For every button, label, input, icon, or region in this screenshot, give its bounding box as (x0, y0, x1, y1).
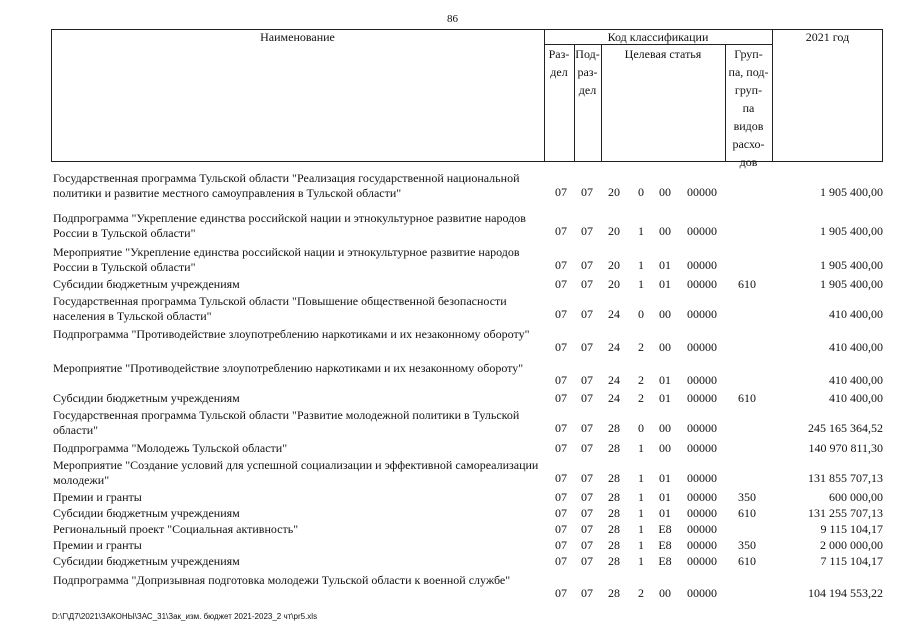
cell-podrazdel: 07 (581, 306, 593, 321)
header-year: 2021 год (805, 30, 850, 44)
table-row (0, 441, 905, 457)
cell-target-subprogram: 1 (638, 277, 644, 291)
cell-target-direction: 00000 (687, 470, 717, 485)
cell-expense-group: 610 (738, 391, 756, 405)
cell-razdel: 07 (555, 441, 567, 455)
cell-target-event: 01 (659, 277, 671, 291)
cell-podrazdel: 07 (581, 420, 593, 435)
cell-target-subprogram: 1 (638, 490, 644, 504)
cell-amount: 1 905 400,00 (820, 277, 883, 291)
cell-target-direction: 00000 (687, 585, 717, 600)
cell-target-direction: 00000 (687, 391, 717, 405)
cell-amount: 410 400,00 (829, 306, 883, 321)
cell-name: Государственная программа Тульской области "Развитие молодежной политики в Тульской области" (53, 408, 520, 437)
cell-target-program: 28 (608, 554, 620, 568)
cell-amount: 1 905 400,00 (820, 223, 883, 238)
cell-name: Мероприятие "Создание условий для успешной социализации и эффективной самореализации молодежи" (53, 458, 539, 487)
table-row (0, 171, 905, 205)
page-number: 86 (447, 13, 458, 25)
cell-target-subprogram: 1 (638, 506, 644, 520)
cell-target-program: 24 (608, 391, 620, 405)
cell-name: Субсидии бюджетным учреждениям (53, 506, 240, 520)
cell-target-event: 00 (659, 306, 671, 321)
cell-razdel: 07 (555, 538, 567, 552)
cell-target-program: 24 (608, 306, 620, 321)
cell-amount: 9 115 104,17 (820, 522, 883, 536)
table-row (0, 361, 905, 391)
cell-razdel: 07 (555, 506, 567, 520)
cell-target-event: 00 (659, 339, 671, 354)
cell-expense-group: 350 (738, 538, 756, 552)
table-header (51, 29, 883, 169)
cell-target-program: 28 (608, 490, 620, 504)
cell-target-program: 20 (608, 223, 620, 238)
cell-expense-group: 610 (738, 554, 756, 568)
cell-podrazdel: 07 (581, 391, 593, 405)
header-podrazdel: Под- раз- дел (575, 47, 600, 97)
cell-name: Премии и гранты (53, 490, 142, 504)
cell-podrazdel: 07 (581, 490, 593, 504)
cell-expense-group: 350 (738, 490, 756, 504)
cell-podrazdel: 07 (581, 441, 593, 455)
cell-podrazdel: 07 (581, 554, 593, 568)
table-row (0, 277, 905, 293)
table-row (0, 245, 905, 277)
cell-podrazdel: 07 (581, 470, 593, 485)
cell-razdel: 07 (555, 470, 567, 485)
table-row (0, 554, 905, 570)
cell-razdel: 07 (555, 391, 567, 405)
cell-target-event: 01 (659, 372, 671, 387)
cell-name: Субсидии бюджетным учреждениям (53, 391, 240, 405)
cell-razdel: 07 (555, 585, 567, 600)
cell-amount: 410 400,00 (829, 391, 883, 405)
cell-name: Подпрограмма "Укрепление единства российской нации и этнокультурное развитие народов России в Тульской области" (53, 211, 526, 240)
cell-amount: 7 115 104,17 (820, 554, 883, 568)
cell-target-event: 01 (659, 257, 671, 272)
cell-target-subprogram: 1 (638, 554, 644, 568)
cell-podrazdel: 07 (581, 184, 593, 199)
cell-target-subprogram: 1 (638, 441, 644, 455)
cell-name: Государственная программа Тульской области "Повышение общественной безопасности населения в Тульской области" (53, 294, 507, 323)
cell-target-subprogram: 0 (638, 184, 644, 199)
cell-razdel: 07 (555, 554, 567, 568)
cell-target-direction: 00000 (687, 223, 717, 238)
cell-amount: 104 194 553,22 (808, 585, 883, 600)
cell-target-event: E8 (658, 538, 672, 552)
table-row (0, 294, 905, 326)
cell-name: Подпрограмма "Противодействие злоупотреблению наркотиками и их незаконному обороту" (53, 327, 530, 341)
cell-podrazdel: 07 (581, 257, 593, 272)
table-row (0, 490, 905, 506)
cell-podrazdel: 07 (581, 585, 593, 600)
cell-name: Премии и гранты (53, 538, 142, 552)
table-row (0, 458, 905, 490)
cell-target-event: 00 (659, 184, 671, 199)
cell-name: Государственная программа Тульской области "Реализация государственной национальной политики и развитие местного самоуправления в Тульской области" (53, 171, 520, 200)
cell-target-program: 28 (608, 420, 620, 435)
cell-name: Подпрограмма "Допризывная подготовка молодежи Тульской области к военной службе" (53, 573, 511, 587)
cell-podrazdel: 07 (581, 372, 593, 387)
file-path-footer: D:\Г\Д7\2021\ЗАКОНЫ\ЗАС_31\Зак_изм. бюджет 2021-2023_2 чт\pr5.xls (52, 612, 318, 621)
cell-name: Подпрограмма "Молодежь Тульской области" (53, 441, 288, 455)
header-name: Наименование (260, 30, 335, 44)
cell-razdel: 07 (555, 306, 567, 321)
header-group: Груп- па, под- груп- па видов расхо- дов (728, 47, 769, 169)
cell-target-program: 28 (608, 470, 620, 485)
cell-name: Субсидии бюджетным учреждениям (53, 554, 240, 568)
table-row (0, 391, 905, 407)
table-row (0, 211, 905, 243)
cell-razdel: 07 (555, 372, 567, 387)
cell-razdel: 07 (555, 184, 567, 199)
cell-target-direction: 00000 (687, 506, 717, 520)
cell-target-subprogram: 2 (638, 339, 644, 354)
cell-target-direction: 00000 (687, 372, 717, 387)
cell-podrazdel: 07 (581, 223, 593, 238)
cell-target-program: 20 (608, 184, 620, 199)
cell-target-direction: 00000 (687, 554, 717, 568)
cell-target-program: 24 (608, 339, 620, 354)
cell-target-direction: 00000 (687, 538, 717, 552)
cell-expense-group: 610 (738, 506, 756, 520)
header-target: Целевая статья (624, 47, 702, 61)
cell-target-program: 20 (608, 277, 620, 291)
cell-target-subprogram: 1 (638, 538, 644, 552)
cell-target-event: 00 (659, 420, 671, 435)
cell-target-direction: 00000 (687, 522, 717, 536)
cell-name: Региональный проект "Социальная активность" (53, 522, 299, 536)
cell-target-event: 00 (659, 441, 671, 455)
cell-target-event: E8 (658, 522, 672, 536)
cell-target-direction: 00000 (687, 420, 717, 435)
cell-target-event: 01 (659, 470, 671, 485)
header-code-group: Код классификации (607, 30, 709, 44)
cell-target-direction: 00000 (687, 306, 717, 321)
cell-name: Мероприятие "Укрепление единства российской нации и этнокультурное развитие народов России в Тульской области" (53, 245, 520, 274)
cell-target-program: 28 (608, 506, 620, 520)
cell-razdel: 07 (555, 223, 567, 238)
cell-razdel: 07 (555, 420, 567, 435)
cell-amount: 245 165 364,52 (808, 420, 883, 435)
cell-target-direction: 00000 (687, 184, 717, 199)
cell-target-subprogram: 0 (638, 306, 644, 321)
cell-amount: 600 000,00 (829, 490, 883, 504)
cell-razdel: 07 (555, 490, 567, 504)
cell-target-program: 20 (608, 257, 620, 272)
cell-target-subprogram: 1 (638, 257, 644, 272)
cell-expense-group: 610 (738, 277, 756, 291)
table-row (0, 327, 905, 359)
cell-razdel: 07 (555, 522, 567, 536)
cell-amount: 1 905 400,00 (820, 184, 883, 199)
table-row (0, 538, 905, 554)
cell-podrazdel: 07 (581, 538, 593, 552)
cell-target-subprogram: 2 (638, 585, 644, 600)
cell-podrazdel: 07 (581, 522, 593, 536)
cell-amount: 1 905 400,00 (820, 257, 883, 272)
table-row (0, 522, 905, 538)
cell-amount: 410 400,00 (829, 339, 883, 354)
cell-target-direction: 00000 (687, 277, 717, 291)
cell-amount: 140 970 811,30 (808, 441, 883, 455)
cell-target-program: 28 (608, 585, 620, 600)
cell-target-event: 00 (659, 585, 671, 600)
cell-name: Субсидии бюджетным учреждениям (53, 277, 240, 291)
table-row (0, 506, 905, 522)
cell-target-subprogram: 1 (638, 223, 644, 238)
cell-target-event: 01 (659, 391, 671, 405)
cell-amount: 410 400,00 (829, 372, 883, 387)
cell-target-direction: 00000 (687, 441, 717, 455)
table-row (0, 408, 905, 440)
cell-target-subprogram: 1 (638, 470, 644, 485)
cell-target-program: 24 (608, 372, 620, 387)
table-row (0, 573, 905, 605)
cell-target-direction: 00000 (687, 339, 717, 354)
cell-podrazdel: 07 (581, 339, 593, 354)
cell-target-program: 28 (608, 538, 620, 552)
cell-target-subprogram: 1 (638, 522, 644, 536)
cell-target-direction: 00000 (687, 490, 717, 504)
cell-name: Мероприятие "Противодействие злоупотреблению наркотиками и их незаконному обороту" (53, 361, 524, 375)
cell-razdel: 07 (555, 257, 567, 272)
header-razdel: Раз- дел (548, 47, 570, 79)
cell-target-program: 28 (608, 441, 620, 455)
cell-target-event: 01 (659, 506, 671, 520)
cell-target-event: E8 (658, 554, 672, 568)
cell-target-direction: 00000 (687, 257, 717, 272)
cell-amount: 2 000 000,00 (820, 538, 883, 552)
cell-podrazdel: 07 (581, 506, 593, 520)
cell-podrazdel: 07 (581, 277, 593, 291)
cell-target-subprogram: 2 (638, 391, 644, 405)
cell-amount: 131 855 707,13 (808, 470, 883, 485)
cell-target-subprogram: 2 (638, 372, 644, 387)
cell-razdel: 07 (555, 277, 567, 291)
cell-target-event: 01 (659, 490, 671, 504)
cell-target-event: 00 (659, 223, 671, 238)
cell-razdel: 07 (555, 339, 567, 354)
cell-target-program: 28 (608, 522, 620, 536)
cell-target-subprogram: 0 (638, 420, 644, 435)
cell-amount: 131 255 707,13 (808, 506, 883, 520)
